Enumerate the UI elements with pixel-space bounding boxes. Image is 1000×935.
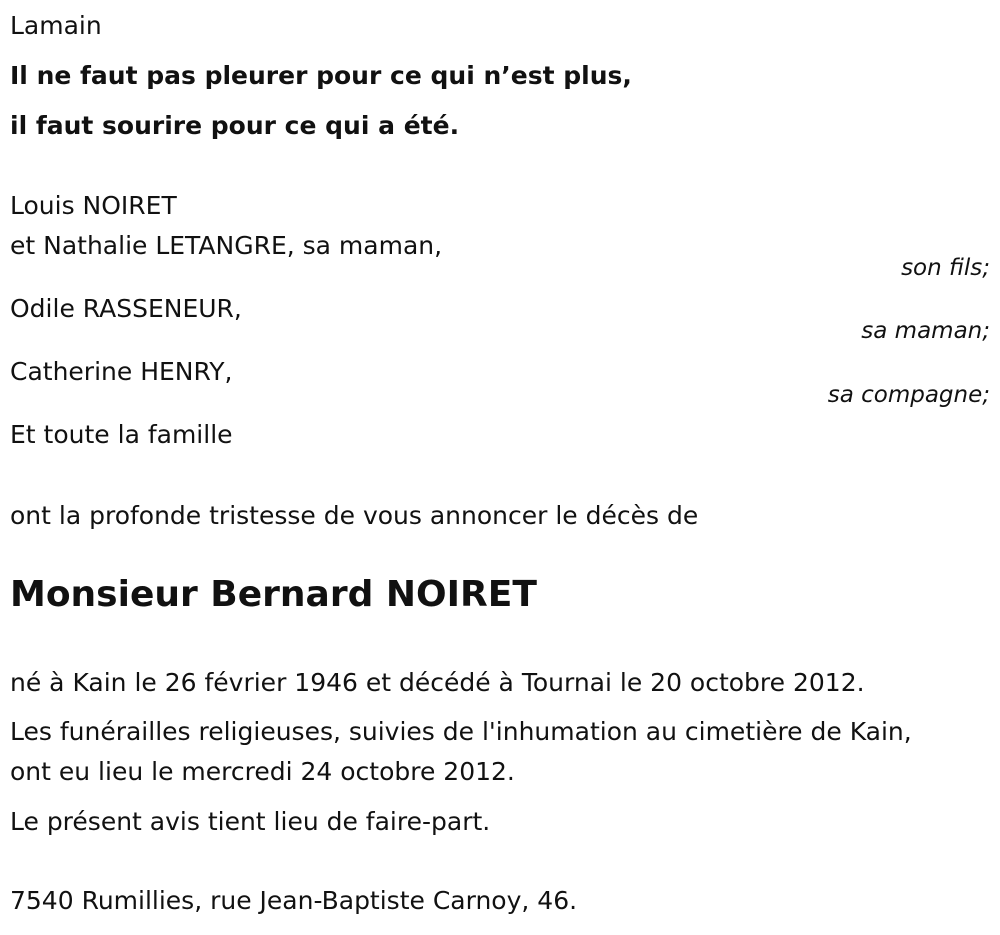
locality-heading: Lamain [10, 11, 102, 40]
deceased-name: Monsieur Bernard NOIRET [10, 574, 537, 615]
role-son: son fils; [901, 255, 990, 281]
quote-line-1: Il ne faut pas pleurer pour ce qui n’est plus, [10, 61, 632, 90]
address-line: 7540 Rumillies, rue Jean-Baptiste Carnoy, 46. [10, 886, 578, 915]
role-compagne: sa compagne; [827, 382, 990, 408]
announcement-text: ont la profonde tristesse de vous annoncer le décès de [10, 501, 699, 530]
notice-line: Le présent avis tient lieu de faire-part. [10, 807, 491, 836]
family-line-all: Et toute la famille [10, 420, 233, 449]
role-maman: sa maman; [861, 318, 990, 344]
funeral-line-2: ont eu lieu le mercredi 24 octobre 2012. [10, 757, 515, 786]
family-line-odile: Odile RASSENEUR, [10, 294, 242, 323]
family-line-nathalie: et Nathalie LETANGRE, sa maman, [10, 231, 443, 260]
funeral-line-1: Les funérailles religieuses, suivies de l'inhumation au cimetière de Kain, [10, 717, 912, 746]
birth-death-line: né à Kain le 26 février 1946 et décédé à Tournai le 20 octobre 2012. [10, 668, 865, 697]
family-line-catherine: Catherine HENRY, [10, 357, 233, 386]
quote-line-2: il faut sourire pour ce qui a été. [10, 111, 460, 140]
family-line-louis: Louis NOIRET [10, 191, 177, 220]
